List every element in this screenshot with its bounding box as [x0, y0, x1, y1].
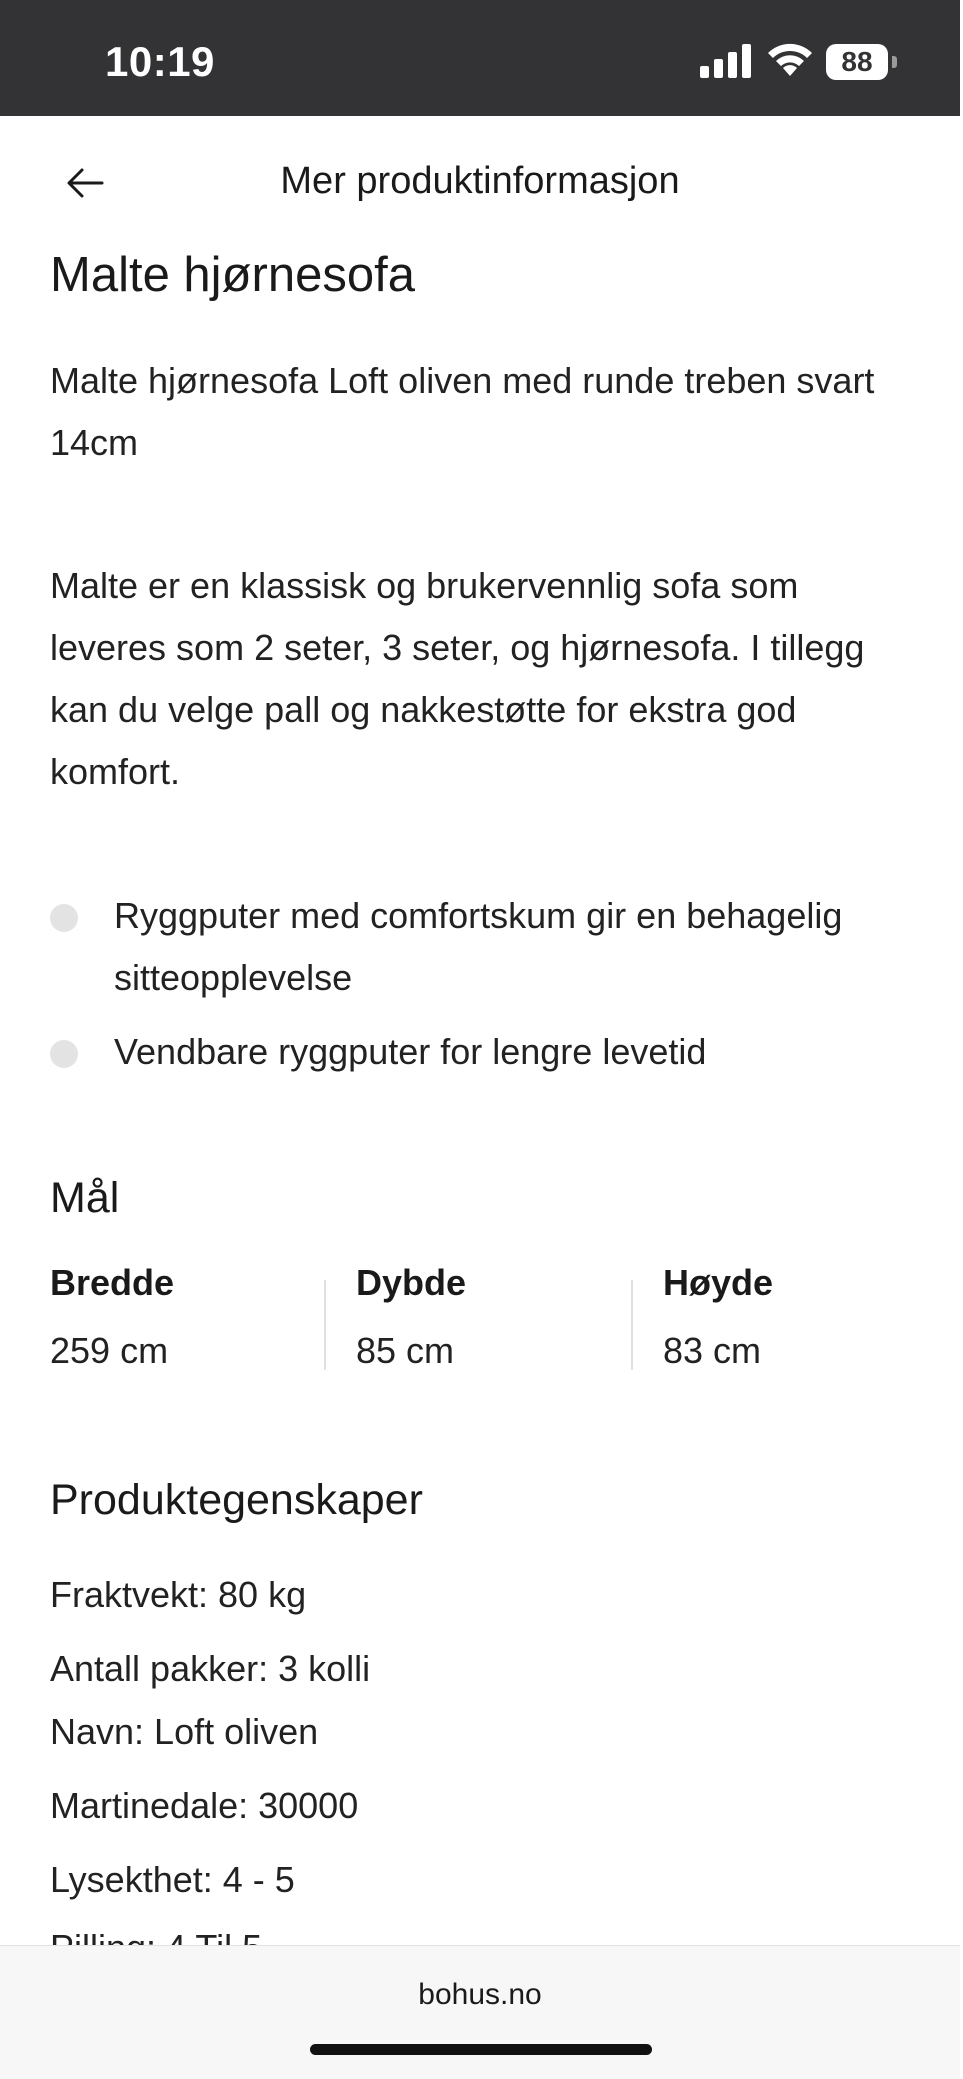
dimensions-title: Mål: [50, 1174, 120, 1222]
property-item: Navn: Loft oliven: [50, 1711, 319, 1752]
back-arrow-icon[interactable]: [62, 160, 108, 206]
property-item: Antall pakker: 3 kolli: [50, 1648, 371, 1689]
feature-text: Vendbare ryggputer for lengre levetid: [114, 1031, 707, 1072]
battery-tip: [892, 56, 897, 68]
address-bar-domain[interactable]: bohus.no: [418, 1978, 542, 2011]
wifi-icon: [766, 40, 814, 78]
bullet-dot-icon: [50, 1040, 78, 1068]
dimension-label: Dybde: [356, 1262, 467, 1303]
home-indicator[interactable]: [310, 2044, 652, 2055]
divider: [631, 1280, 633, 1370]
divider: [324, 1280, 326, 1370]
product-title: Malte hjørnesofa: [50, 248, 415, 302]
feature-text: Ryggputer med comfortskum gir en behagelig sitteopplevelse: [114, 895, 843, 998]
battery-icon: 88: [826, 44, 888, 80]
product-subtitle: Malte hjørnesofa Loft oliven med runde treben svart 14cm: [50, 360, 875, 463]
property-item-partial: [50, 1930, 262, 1945]
dimension-value: 259 cm: [50, 1330, 169, 1371]
property-item: Fraktvekt: 80 kg: [50, 1574, 307, 1615]
list-item: [50, 1021, 910, 1083]
dimension-label: Høyde: [663, 1262, 774, 1303]
product-description: Malte er en klassisk og brukervennlig sofa som leveres som 2 seter, 3 seter, og hjørnesofa. I tillegg kan du velge pall og nakkestøtte for ekstra god komfort.: [50, 565, 865, 792]
feature-list: [50, 885, 910, 1095]
property-item: Lysekthet: 4 - 5: [50, 1859, 295, 1900]
dimension-value: 83 cm: [663, 1330, 762, 1371]
dimension-label: Bredde: [50, 1262, 175, 1303]
status-bar: [0, 0, 960, 116]
dimension-value: 85 cm: [356, 1330, 455, 1371]
dimension-height: [663, 1262, 963, 1372]
dimension-depth: [356, 1262, 656, 1372]
dimension-width: [50, 1262, 350, 1372]
cellular-signal-icon: [700, 44, 752, 78]
properties-title: Produktegenskaper: [50, 1476, 423, 1524]
list-item: [50, 885, 910, 1009]
dimensions-row: [50, 1262, 930, 1372]
browser-bottom-bar: [0, 1945, 960, 2079]
status-time: 10:19: [105, 38, 215, 85]
page-title: Mer produktinformasjon: [280, 160, 680, 202]
bullet-dot-icon: [50, 904, 78, 932]
property-item: Martinedale: 30000: [50, 1785, 359, 1826]
